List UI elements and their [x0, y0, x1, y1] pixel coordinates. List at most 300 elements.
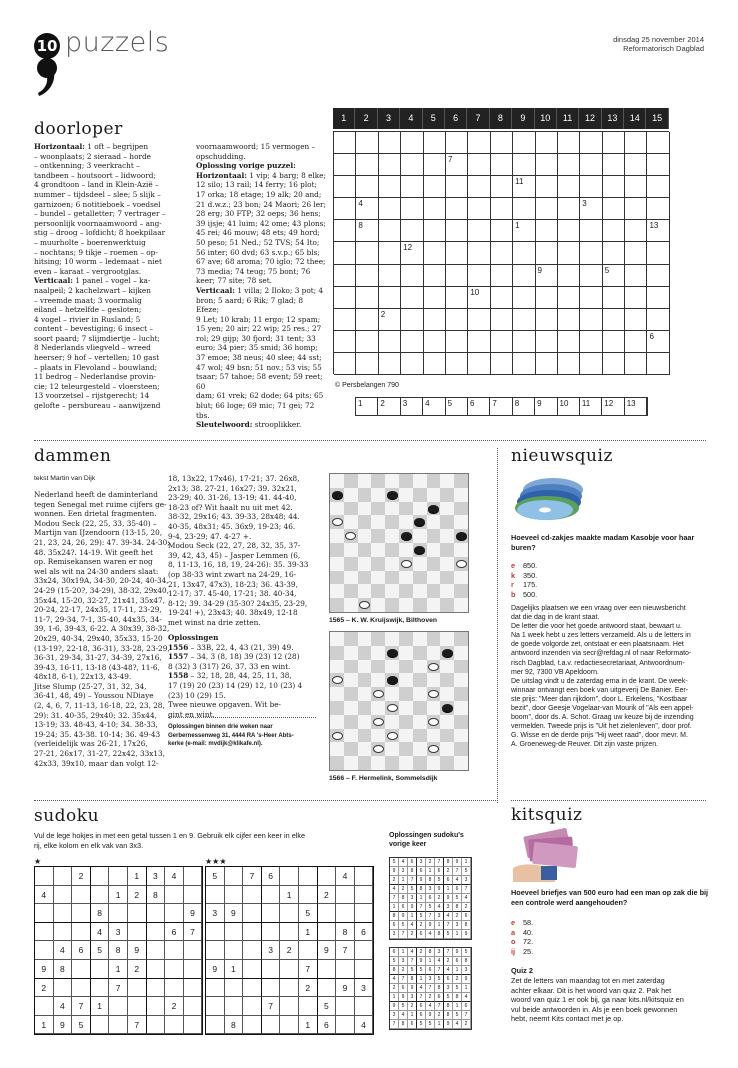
publication-name: Reformatorisch Dagblad [623, 44, 704, 53]
board-square [454, 673, 468, 687]
crossword-cell [536, 331, 558, 353]
board-square [371, 729, 385, 743]
board-square [413, 571, 427, 585]
crossword-cell [603, 331, 625, 353]
dammen-author: tekst Martin van Dijk [34, 475, 96, 482]
solution-cell: 7 [417, 903, 426, 912]
crossword-cell [580, 353, 602, 375]
sudoku-cell: 3 [147, 867, 166, 886]
clue-line: – muurholte – boerenwerktuig [34, 237, 146, 247]
crossword-cell [424, 220, 446, 242]
sudoku-cell: 1 [299, 923, 318, 942]
solution-cell: 4 [453, 1020, 462, 1029]
answer-letter: o [511, 937, 516, 947]
black-piece [332, 491, 343, 499]
board-square [358, 646, 372, 660]
sudoku-cell: 7 [262, 997, 281, 1016]
solution-cell: 4 [435, 903, 444, 912]
solution-cell: 1 [390, 903, 399, 912]
board-square [371, 715, 385, 729]
clue-line: 47 wol; 49 bsn; 51 nov.; 53 vis; 55 [196, 362, 322, 372]
board-square [344, 701, 358, 715]
sudoku-cell [280, 867, 299, 886]
crossword-cell [491, 287, 513, 309]
clue-line: Horizontaal: 1 vip; 4 barg; 8 elke; [196, 170, 326, 180]
board-square [344, 632, 358, 646]
crossword-cell [625, 265, 647, 287]
solution-cell: 9 [444, 1020, 453, 1029]
white-piece [387, 704, 398, 712]
clue-line: euro; 34 pier; 35 smid; 36 homp; [196, 343, 318, 353]
board-square [330, 729, 344, 743]
solution-box: 10 [558, 398, 580, 415]
dammen-solutions [168, 633, 318, 719]
board-square [399, 584, 413, 598]
clue-line: 11 bedrog – Nederlandse provin- [34, 372, 156, 382]
solution-cell: 8 [408, 867, 417, 876]
solution-cell: 3 [453, 921, 462, 930]
sudoku-puzzle-2 [205, 866, 374, 1035]
sudoku-cell: 5 [91, 941, 110, 960]
clue-line: 13 voorzetsel – rijstgerecht; 14 [34, 391, 150, 401]
crossword-cell [558, 331, 580, 353]
dammen-text-line: wonnen. Een drietal fragmenten. [34, 509, 157, 519]
dammen-text-line: 27-21, 26x17, 31-27, 22x42, 33x13, [34, 749, 166, 759]
crossword-cell [491, 331, 513, 353]
sudoku-cell [147, 979, 166, 998]
board-square [413, 502, 427, 516]
crossword-cell [356, 287, 378, 309]
sudoku-instructions: Vul de lege hokjes in met een getal tussen 1 en 9. Gebruik elk cijfer een keer in elke rij, elke kolom en elk vak van 3x3. [34, 831, 306, 850]
dammen-text-line: 36-31, 29-34, 31-27, 34-39, 27x16, [34, 653, 162, 663]
sudoku-cell [206, 923, 225, 942]
solution-box: 2 [378, 398, 400, 415]
answer-option [511, 918, 533, 928]
sudoku-cell [72, 979, 91, 998]
board-square [344, 488, 358, 502]
crossword-cell: 13 [647, 220, 669, 242]
sudoku-cell [336, 1016, 355, 1035]
board-square [330, 673, 344, 687]
quiz-text-line: vermelden. Tweede prijs is "Uit het zielenleven", door prof. [511, 723, 692, 731]
crossword-cell [424, 154, 446, 176]
solution-cell: 2 [417, 948, 426, 957]
crossword-cell: 4 [356, 198, 378, 220]
crossword-cell [334, 220, 356, 242]
crossword-cell [356, 154, 378, 176]
crossword-cell [334, 154, 356, 176]
board-square [358, 687, 372, 701]
sudoku-cell [243, 941, 262, 960]
crossword-cell [334, 198, 356, 220]
sudoku-cell [109, 867, 128, 886]
sudoku-cell [225, 997, 244, 1016]
solution-cell: 9 [417, 957, 426, 966]
clue-line: tsaar; 57 tahoe; 58 event; 59 reet; 60 [196, 372, 323, 391]
sudoku-cell: 6 [318, 1016, 337, 1035]
crossword-cell [558, 242, 580, 264]
answer-value: 350. [523, 570, 538, 580]
crossword-cell [334, 265, 356, 287]
board-square [344, 660, 358, 674]
board-square [344, 584, 358, 598]
quiz-text-line: De uitslag vindt u de zaterdag erna in de krant. De week- [511, 677, 688, 685]
crossword-cell [491, 265, 513, 287]
crossword-header-cell: 2 [355, 108, 377, 129]
sudoku-cell [318, 867, 337, 886]
solution-cell: 3 [390, 930, 399, 939]
board-square [440, 557, 454, 571]
sudoku-cell: 6 [262, 867, 281, 886]
solution-cell: 1 [462, 858, 471, 867]
black-piece [442, 649, 453, 657]
solution-cell: 2 [399, 885, 408, 894]
sudoku-cell: 2 [128, 960, 147, 979]
solution-cell: 7 [444, 921, 453, 930]
crossword-cell [424, 287, 446, 309]
dammen-text-line: 21, 23, 24, 26, 29): 47. 39-34. 24-30; [34, 537, 170, 547]
board-square [385, 543, 399, 557]
crossword-header-cell: 4 [400, 108, 422, 129]
draughts-diagram-1566 [329, 631, 469, 771]
crossword-cell [379, 132, 401, 154]
solution-cell: 1 [435, 921, 444, 930]
dammen-footnote [168, 723, 323, 749]
dammen-text-line: 42x33, 39x10, maar dan volgt 12- [34, 758, 159, 768]
board-square [371, 502, 385, 516]
board-square [454, 632, 468, 646]
board-square [413, 584, 427, 598]
clue-line: tandbeen – houtsoort – lidwoord; [34, 170, 156, 180]
black-piece [414, 518, 425, 526]
crossword-cell [424, 309, 446, 331]
solution-cell: 8 [399, 894, 408, 903]
board-square [427, 488, 441, 502]
board-square [427, 584, 441, 598]
solution-cell: 3 [399, 957, 408, 966]
board-square [440, 571, 454, 585]
crossword-cell [446, 198, 468, 220]
kitsquiz-question: Hoeveel briefjes van 500 euro had een man op zak die bij een controle werd aangehouden? [511, 888, 709, 907]
crossword-cell [424, 198, 446, 220]
sudoku-cell [280, 979, 299, 998]
board-square [427, 598, 441, 612]
solution-cell: 2 [390, 876, 399, 885]
crossword-cell [401, 309, 423, 331]
clue-line: even – karaat – vergrootglas. [34, 266, 142, 276]
crossword-header-cell: 13 [602, 108, 624, 129]
crossword-cell [625, 309, 647, 331]
solution-cell: 6 [462, 912, 471, 921]
solution-box: 6 [468, 398, 490, 415]
solution-cell: 2 [462, 1020, 471, 1029]
solution-line: Twee nieuwe opgaven. Wit be- [168, 700, 282, 710]
crossword-cell [580, 331, 602, 353]
clue-line: 56 inter; 60 dvd; 63 s.v.p.; 65 bls; [196, 247, 320, 257]
board-square [330, 584, 344, 598]
quiz-text-line: mer 92, 7300 VB Apeldoorn. [511, 668, 599, 676]
board-square [427, 756, 441, 770]
crossword-header-cell: 1 [333, 108, 355, 129]
solution-cell: 8 [426, 876, 435, 885]
board-square [330, 502, 344, 516]
dammen-text-line: (verleidelijk was 26-21, 17x26, [34, 739, 148, 749]
board-square [330, 742, 344, 756]
answer-letter: a [511, 927, 516, 937]
board-square [440, 701, 454, 715]
sudoku-cell: 8 [147, 886, 166, 905]
solution-cell: 1 [426, 867, 435, 876]
solution-cell: 8 [426, 948, 435, 957]
crossword-cell [580, 132, 602, 154]
clue-line: rol; 29 gijp; 30 fjord; 31 tent; 33 [196, 333, 316, 343]
board-square [344, 646, 358, 660]
crossword-cell [356, 242, 378, 264]
sudoku-difficulty-1: ★ [34, 857, 42, 866]
board-square [385, 584, 399, 598]
sudoku-cell [128, 997, 147, 1016]
crossword-cell [513, 198, 535, 220]
board-square [440, 756, 454, 770]
solution-cell: 9 [399, 993, 408, 1002]
crossword-cell [446, 242, 468, 264]
solution-cell: 9 [444, 894, 453, 903]
sudoku-cell: 9 [184, 904, 203, 923]
clue-line: – woonplaats; 2 sieraad – horde [34, 151, 151, 161]
solution-line: 8 (32) 3 (317) 26, 37, 33 en wint. [168, 661, 291, 671]
sudoku-cell [262, 904, 281, 923]
crossword-cell [603, 220, 625, 242]
quiz-text-line: de goede volgorde zet, ontstaat er een plaatsnaam. Het [511, 641, 684, 649]
solution-cell: 7 [399, 930, 408, 939]
crossword-cell [446, 287, 468, 309]
divider-dotted [34, 440, 706, 441]
board-square [399, 756, 413, 770]
sudoku-cell [318, 979, 337, 998]
sudoku-cell: 7 [72, 997, 91, 1016]
board-square [399, 502, 413, 516]
board-square [385, 742, 399, 756]
sudoku-cell [147, 904, 166, 923]
sudoku-cell [206, 886, 225, 905]
crossword-cell [491, 132, 513, 154]
solution-cell: 3 [399, 867, 408, 876]
clue-line: – bundel – getalletter; 7 vertrager – [34, 209, 166, 219]
answer-letter: e [511, 561, 516, 570]
crossword-cell [468, 154, 490, 176]
crossword-cell [356, 353, 378, 375]
solution-cell: 8 [390, 966, 399, 975]
solution-cell: 9 [408, 984, 417, 993]
crossword-cell: 2 [379, 309, 401, 331]
quiz-text-line: woord van quiz 1 er ook bij, ga naar kits.nl/kitsquiz en [511, 995, 684, 1005]
crossword-cell [647, 287, 669, 309]
clue-line: 9 Let; 10 krab; 11 ergo; 12 spam; [196, 314, 321, 324]
clue-line: 4 vogel – rivier in Rusland; 5 [34, 314, 141, 324]
board-square [440, 529, 454, 543]
solution-cell: 7 [462, 885, 471, 894]
board-square [385, 673, 399, 687]
solution-cell: 5 [417, 1020, 426, 1029]
board-square [413, 598, 427, 612]
dammen-text-line: 12-17; 37. 45-40, 17-21; 38. 40-34, [168, 589, 297, 599]
quiz-text-line: achter elkaar. Dit is het woord van quiz 2. Pak het [511, 985, 672, 995]
solution-cell: 2 [399, 966, 408, 975]
sudoku-cell [165, 979, 184, 998]
clue-line-label: Horizontaal: [34, 142, 85, 151]
crossword-cell [647, 309, 669, 331]
solution-cell: 5 [399, 921, 408, 930]
page-number: 10 [34, 33, 60, 59]
sudoku-cell [54, 923, 73, 942]
board-square [427, 515, 441, 529]
board-square [440, 543, 454, 557]
crossword-cell [446, 265, 468, 287]
crossword-cell [536, 287, 558, 309]
board-square [344, 729, 358, 743]
solution-cell: 1 [399, 876, 408, 885]
board-square [385, 687, 399, 701]
board-square [358, 598, 372, 612]
crossword-cell [401, 331, 423, 353]
crossword-cell: 8 [356, 220, 378, 242]
board-square [371, 557, 385, 571]
solution-cell: 6 [453, 885, 462, 894]
dammen-text-line: 9-4, 23-29; 47. 4-27 +. [168, 531, 252, 541]
board-square [358, 660, 372, 674]
solution-cell: 7 [390, 894, 399, 903]
solution-cell: 6 [444, 975, 453, 984]
sudoku-cell: 4 [355, 1016, 374, 1035]
sudoku-cell: 2 [128, 886, 147, 905]
board-square [385, 474, 399, 488]
solution-cell: 5 [426, 903, 435, 912]
crossword-cell [558, 220, 580, 242]
nieuwsquiz-title: nieuwsquiz [511, 446, 613, 466]
solution-cell: 7 [426, 984, 435, 993]
sudoku-cell: 4 [336, 867, 355, 886]
sudoku-cell [128, 923, 147, 942]
board-square [413, 687, 427, 701]
crossword-cell [625, 154, 647, 176]
clue-line: naalpeil; 2 kachelzwart – kijken [34, 285, 151, 295]
solution-cell: 9 [462, 975, 471, 984]
divider-dotted [168, 717, 316, 718]
board-square [454, 474, 468, 488]
solution-cell: 4 [390, 975, 399, 984]
crossword-cell [401, 220, 423, 242]
solution-cell: 4 [408, 948, 417, 957]
sudoku-cell [165, 904, 184, 923]
nieuwsquiz-question: Hoeveel cd-zakjes maakte madam Kasobje voor haar buren? [511, 533, 695, 552]
solution-box: 1 [356, 398, 378, 415]
black-piece [414, 546, 425, 554]
crossword-cell [625, 242, 647, 264]
section-title: puzzels [65, 27, 170, 58]
sudoku-cell: 7 [243, 867, 262, 886]
board-square [454, 584, 468, 598]
divider-vertical [497, 448, 498, 803]
answer-option [511, 580, 537, 590]
crossword-header-cell: 6 [445, 108, 467, 129]
crossword-cell [625, 287, 647, 309]
board-square [385, 571, 399, 585]
solution-cell: 6 [390, 921, 399, 930]
sudoku-cell [280, 923, 299, 942]
crossword-cell [603, 353, 625, 375]
solution-cell: 7 [462, 1011, 471, 1020]
sudoku-cell [336, 904, 355, 923]
board-square [454, 488, 468, 502]
sudoku-cell [280, 904, 299, 923]
quiz-text-line: Na 1 week hebt u zes letters verzameld. Als u de letters in [511, 632, 691, 640]
dammen-text-line: 8-12; 39. 34-29 (35-30? 24x35, 23-29, [168, 598, 308, 608]
sudoku-cell: 1 [128, 867, 147, 886]
kitsquiz-answers [511, 918, 533, 956]
answer-option [511, 561, 537, 571]
board-square [399, 715, 413, 729]
solution-line: 1556 – 33B, 22, 4, 43 (21, 39) 49. [168, 642, 294, 652]
quiz-text-line: Zet de letters van maandag tot en met zaterdag [511, 976, 665, 985]
crossword-cell [536, 242, 558, 264]
sudoku-cell [318, 923, 337, 942]
sudoku-cell: 1 [35, 1016, 54, 1035]
board-square [385, 660, 399, 674]
crossword-cell [491, 198, 513, 220]
clue-line: 37 emoe; 38 neus; 40 slee; 44 sst; [196, 353, 322, 363]
crossword-cell: 9 [536, 265, 558, 287]
board-square [413, 646, 427, 660]
crossword-cell [491, 242, 513, 264]
sudoku-cell: 6 [165, 923, 184, 942]
sudoku-cell: 3 [355, 979, 374, 998]
board-square [358, 515, 372, 529]
board-square [358, 632, 372, 646]
crossword-cell [401, 132, 423, 154]
solution-cell: 7 [435, 1002, 444, 1011]
clue-line: 50 peso; 51 Ned.; 52 TVS; 54 Ito; [196, 237, 320, 247]
dammen-text-line: 13-19; 33. 48-43, 4-10; 34. 38-33, [34, 720, 158, 730]
board-square [413, 543, 427, 557]
sudoku-cell: 8 [91, 904, 110, 923]
solution-cell: 6 [462, 1002, 471, 1011]
clue-line-label: Verticaal: [34, 276, 73, 286]
white-piece [332, 732, 343, 740]
crossword-cell [603, 176, 625, 198]
black-piece [401, 532, 412, 540]
sudoku-cell [355, 867, 374, 886]
solution-cell: 2 [390, 984, 399, 993]
crossword-cell [536, 198, 558, 220]
board-square [427, 474, 441, 488]
clue-line: Sleutelwoord: strooplikker. [196, 420, 302, 430]
board-square [344, 742, 358, 756]
crossword-header-cell: 12 [579, 108, 601, 129]
board-square [454, 687, 468, 701]
crossword-cell [647, 132, 669, 154]
sudoku-cell [91, 886, 110, 905]
sudoku-cell: 4 [165, 867, 184, 886]
sudoku-cell [35, 867, 54, 886]
dammen-text-line: (op 38-33 wint zwart na 24-29, 16- [168, 569, 297, 579]
sudoku-cell [165, 1016, 184, 1035]
solution-cell: 5 [462, 867, 471, 876]
board-square [427, 502, 441, 516]
solution-cell: 6 [417, 1011, 426, 1020]
crossword-cell [603, 287, 625, 309]
clue-line: – ontkenning; 3 veerkracht – [34, 161, 140, 171]
sudoku-cell [147, 923, 166, 942]
